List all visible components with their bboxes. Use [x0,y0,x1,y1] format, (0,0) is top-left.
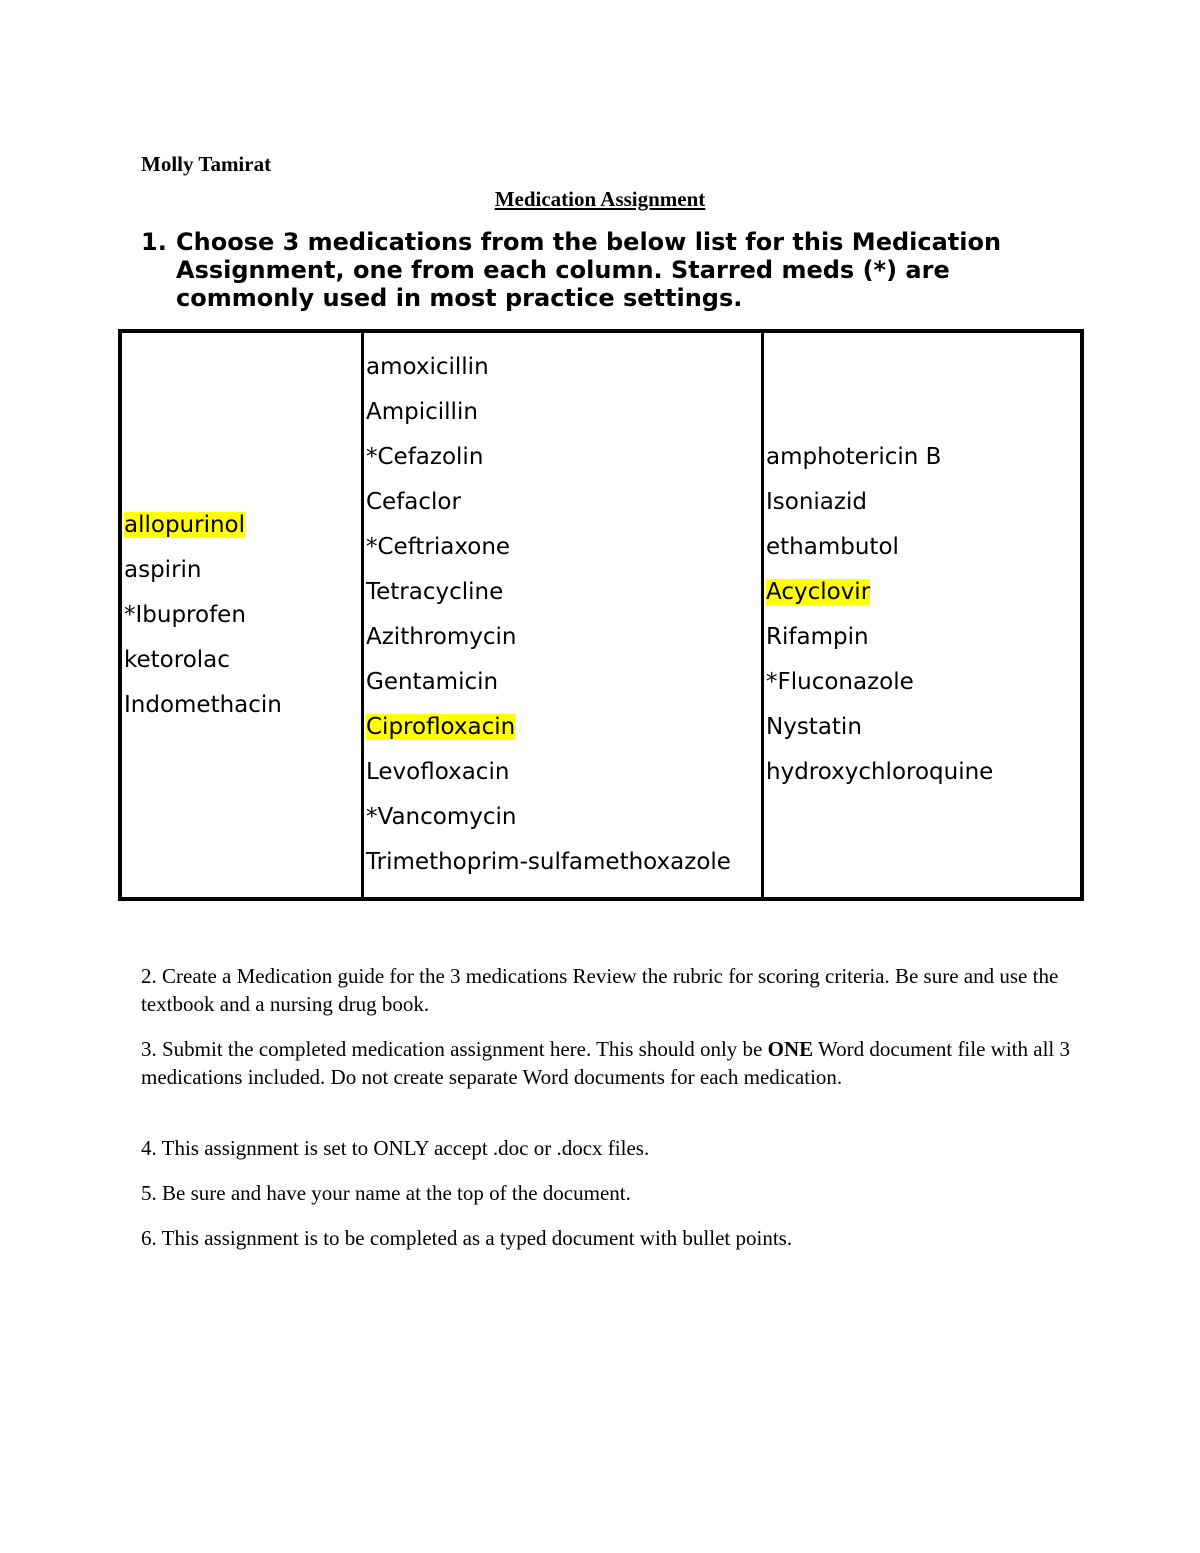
medication-item: *Vancomycin [366,804,517,830]
medication-column-1 [122,333,364,897]
medication-item: Indomethacin [124,691,282,718]
step-3-emphasis: ONE [767,1037,814,1061]
medication-item: Ampicillin [366,399,478,425]
medication-item: Tetracycline [366,579,504,605]
step-4: 4. This assignment is set to ONLY accept .doc or .docx files. [141,1136,650,1160]
medication-item: Cefaclor [366,489,461,515]
medication-item-selected: Acyclovir [766,579,871,605]
step-1-number: 1. [141,228,167,256]
medication-item: amphotericin B [766,444,942,470]
step-1 [141,228,1041,312]
step-5: 5. Be sure and have your name at the top of the document. [141,1181,631,1205]
medication-table [118,329,1084,901]
medication-item: Rifampin [766,624,869,650]
step-1-text: Choose 3 medications from the below list for this Medication Assignment, one from each column. Starred meds (*) are commonly used in most practice settings. [176,228,1002,312]
medication-column-2 [364,333,764,897]
medication-item: amoxicillin [366,354,489,380]
medication-item: ketorolac [124,646,230,673]
page-title: Medication Assignment [494,187,706,211]
step-3-text-end: Word document file with all 3 medications included. Do not create separate Word documents for each medication. [141,1037,1070,1089]
medication-column-3 [764,333,1080,897]
medication-item: *Ceftriaxone [366,534,511,560]
medication-item-selected: allopurinol [124,511,246,538]
medication-item-selected: Ciprofloxacin [366,714,516,740]
medication-item: Azithromycin [366,624,517,650]
medication-item: Nystatin [766,714,862,740]
author-name: Molly Tamirat [141,152,272,176]
medication-item: *Fluconazole [766,669,914,695]
medication-item: Trimethoprim-sulfamethoxazole [366,849,731,875]
step-2: 2. Create a Medication guide for the 3 medications Review the rubric for scoring criteria. Be sure and use the textbook and a nursing drug book. [141,964,1059,1016]
medication-item: hydroxychloroquine [766,759,994,785]
medication-item: *Cefazolin [366,444,484,470]
medication-item: aspirin [124,556,202,583]
step-3 [141,1035,1071,1091]
medication-item: ethambutol [766,534,899,560]
step-6: 6. This assignment is to be completed as a typed document with bullet points. [141,1226,793,1250]
medication-item: Levofloxacin [366,759,510,785]
step-3-text-start: 3. Submit the completed medication assignment here. This should only be [141,1037,768,1061]
medication-item: *Ibuprofen [124,601,246,628]
medication-item: Gentamicin [366,669,499,695]
medication-item: Isoniazid [766,489,867,515]
